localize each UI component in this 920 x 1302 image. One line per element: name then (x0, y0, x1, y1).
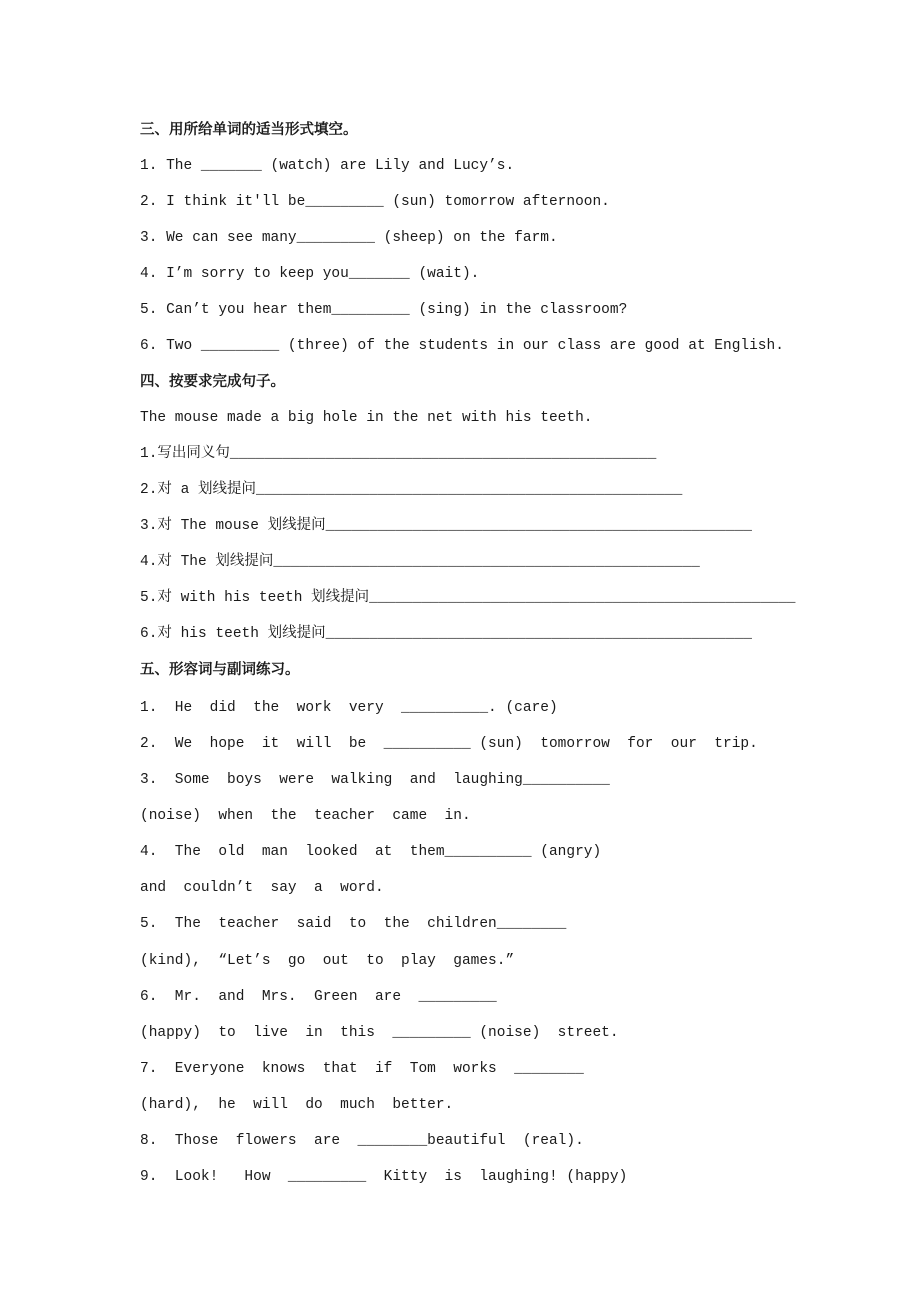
section4-item-4: 4.对 The 划线提问_________________________________________________ (140, 554, 700, 570)
section5-line-14: 9. Look! How _________ Kitty is laughing! (happy) (140, 1169, 628, 1185)
section3-item-5: 5. Can’t you hear them_________ (sing) in the classroom? (140, 302, 628, 318)
section4-item-3: 3.对 The mouse 划线提问_________________________________________________ (140, 518, 752, 534)
section4-item-2: 2.对 a 划线提问_________________________________________________ (140, 482, 683, 498)
section3-item-3: 3. We can see many_________ (sheep) on the farm. (140, 230, 558, 246)
section4-item-6: 6.对 his teeth 划线提问_________________________________________________ (140, 626, 752, 642)
section3-item-2: 2. I think it'll be_________ (sun) tomorrow afternoon. (140, 194, 610, 210)
section5-line-2: 2. We hope it will be __________ (sun) tomorrow for our trip. (140, 736, 758, 752)
section5-heading: 五、形容词与副词练习。 (140, 662, 300, 678)
section4-heading: 四、按要求完成句子。 (140, 374, 285, 390)
section4-item-1: 1.写出同义句_________________________________________________ (140, 446, 657, 462)
section5-line-4: (noise) when the teacher came in. (140, 808, 471, 824)
section3-item-6: 6. Two _________ (three) of the students in our class are good at English. (140, 338, 784, 354)
section5-line-11: 7. Everyone knows that if Tom works ________ (140, 1061, 584, 1077)
section5-line-9: 6. Mr. and Mrs. Green are _________ (140, 989, 497, 1005)
section5-line-6: and couldn’t say a word. (140, 880, 384, 896)
section5-line-1: 1. He did the work very __________. (care) (140, 700, 558, 716)
section5-line-3: 3. Some boys were walking and laughing__________ (140, 772, 610, 788)
section5-line-5: 4. The old man looked at them__________ (angry) (140, 844, 602, 860)
section4-item-5: 5.对 with his teeth 划线提问_________________________________________________ (140, 590, 796, 606)
section4-sentence: The mouse made a big hole in the net with his teeth. (140, 410, 593, 426)
section5-line-7: 5. The teacher said to the children________ (140, 916, 567, 932)
section5-line-10: (happy) to live in this _________ (noise) street. (140, 1025, 619, 1041)
section3-heading: 三、用所给单词的适当形式填空。 (140, 122, 358, 138)
section3-item-1: 1. The _______ (watch) are Lily and Lucy’s. (140, 158, 515, 174)
section5-line-13: 8. Those flowers are ________beautiful (real). (140, 1133, 584, 1149)
section3-item-4: 4. I’m sorry to keep you_______ (wait). (140, 266, 480, 282)
section5-line-8: (kind), “Let’s go out to play games.” (140, 953, 515, 969)
section5-line-12: (hard), he will do much better. (140, 1097, 454, 1113)
